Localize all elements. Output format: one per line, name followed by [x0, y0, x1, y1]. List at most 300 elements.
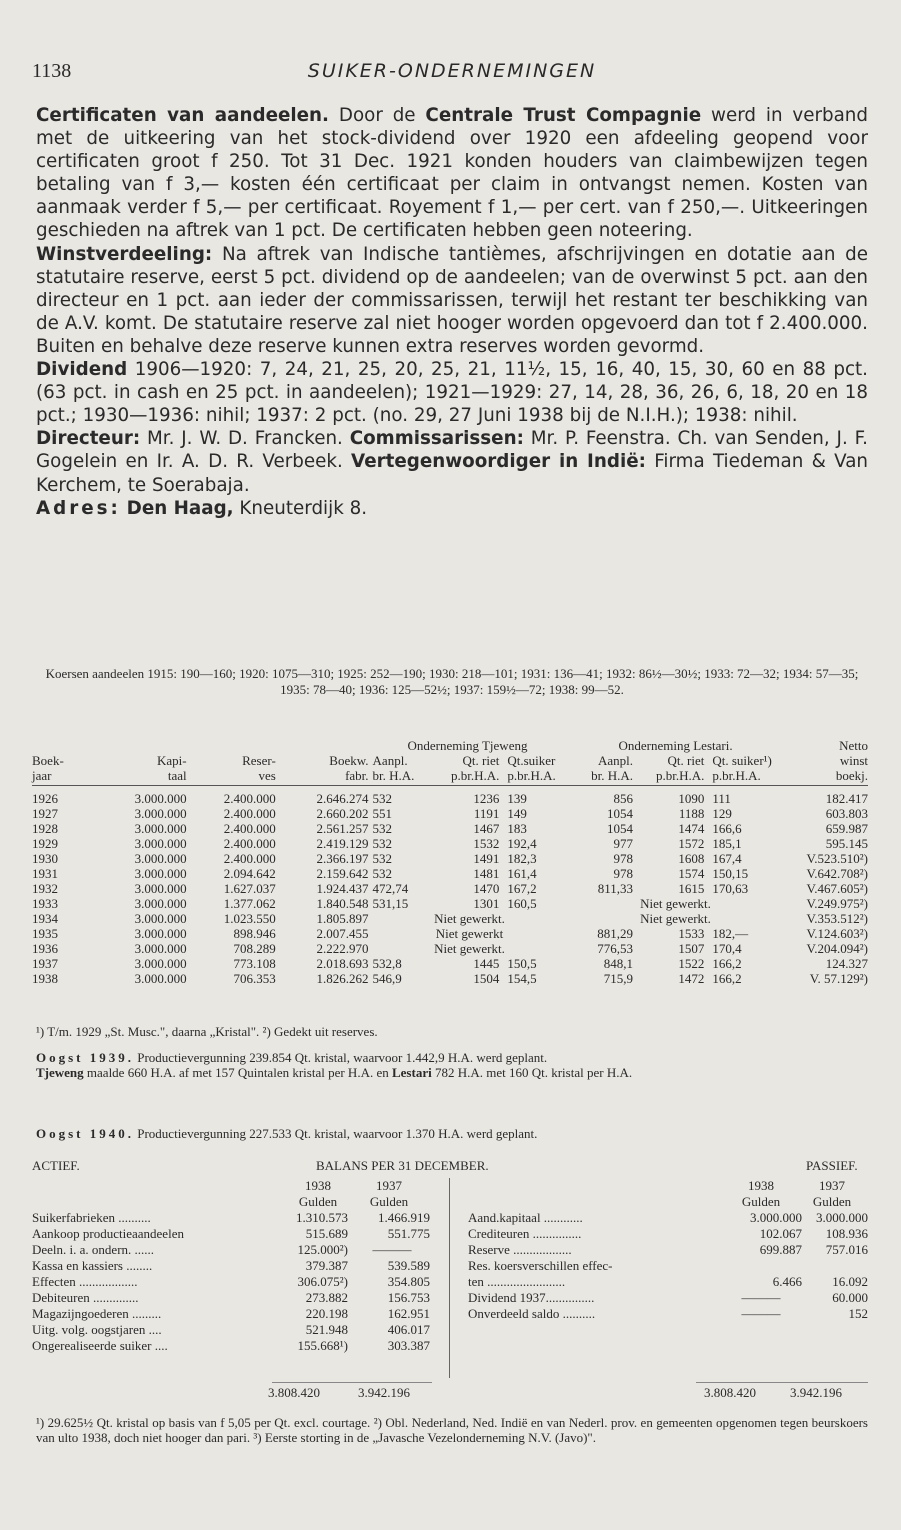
col-header: Qt. riet — [462, 753, 500, 768]
year-1938: 1938 — [305, 1178, 331, 1193]
col-header: winst — [839, 753, 868, 768]
table-cell: 1928 — [32, 821, 58, 836]
table-cell: 708.289 — [233, 941, 276, 956]
balance-value: 699.887 — [759, 1242, 802, 1257]
col-header: Reser- — [242, 753, 276, 768]
table-row — [32, 881, 868, 896]
text-dividend: 1906—1920: 7, 24, 21, 25, 20, 25, 21, 11½, 15, 16, 40, 15, 30, 60 en 88 pct. (63 pct. in cash en 25 pct. in aandeelen); 1921—1929: 27, 14, 28, 36, 26, 6, 18, 20 en 18 pct.; 1930—1936: nihil; 1937: 2 pct. (no. 29, 27 Juni 1938 bij de N.I.H.); 1938: nihil. — [36, 359, 868, 427]
label-dividend: Dividend — [36, 359, 128, 381]
balance-value: 757.016 — [825, 1242, 868, 1257]
table-row — [32, 971, 868, 986]
table-cell: 150,15 — [712, 866, 749, 881]
table-row — [32, 866, 868, 881]
total-activa-1938: 3.808.420 — [268, 1385, 320, 1400]
text-certificaten-2: werd in verband met de uitkeering van het stock-dividend over 1920 een afdeeling geopend voor certificaten groot f 250. Tot 31 Dec. 1921 konden houders van claimbewijzen tegen betaling van f 3,— kosten één certificaat per claim in ontvangst nemen. Kosten van aanmaak verder f 5,— per certificaat. Royement f 1,— per cert. van f 250,—. Uitkeeringen geschieden na aftrek van 1 pct. De certificaten hebben geen noteering. — [36, 105, 869, 242]
table-cell: 1.840.548 — [316, 896, 369, 911]
table-cell: 3.000.000 — [134, 791, 187, 806]
label-oogst-1940: Oogst 1940. — [36, 1126, 134, 1141]
label-directeur: Directeur: — [36, 428, 141, 450]
table-cell: 978 — [613, 866, 634, 881]
passiva-rows — [468, 1210, 868, 1322]
col-header: ves — [258, 768, 276, 783]
results-table — [32, 738, 868, 986]
table-cell: Niet gewerkt. — [640, 896, 711, 911]
balance-label: Onverdeeld saldo .......... — [468, 1306, 596, 1321]
table-cell: 546,9 — [372, 971, 402, 986]
balance-label: Effecten .................. — [32, 1274, 138, 1289]
table-cell: 1301 — [473, 896, 500, 911]
balance-value: 539.589 — [387, 1258, 430, 1273]
balance-label: ten ........................ — [468, 1274, 566, 1289]
table-cell: 1608 — [678, 851, 705, 866]
balance-label: Uitg. volg. oogstjaren .... — [32, 1322, 162, 1337]
balance-row — [32, 1290, 452, 1306]
table-cell: 773.108 — [233, 956, 276, 971]
table-row — [32, 926, 868, 941]
table-row — [32, 896, 868, 911]
table-cell: 139 — [507, 791, 527, 806]
balance-value: 3.000.000 — [816, 1210, 868, 1225]
table-cell: 192,4 — [507, 836, 537, 851]
table-row — [32, 806, 868, 821]
unit-gulden: Gulden — [812, 1194, 852, 1209]
table-cell: 2.007.455 — [316, 926, 369, 941]
table-cell: 166,6 — [712, 821, 742, 836]
running-title: SUIKER-ONDERNEMINGEN — [307, 60, 597, 82]
table-cell: 532 — [372, 836, 393, 851]
balance-value: 16.092 — [832, 1274, 868, 1289]
table-header-row-2 — [32, 768, 868, 783]
balance-value: 354.805 — [387, 1274, 430, 1289]
label-certificaten: Certificaten van aandeelen. — [36, 105, 330, 126]
balance-value: ——— — [741, 1290, 781, 1305]
col-header: p.br.H.A. — [655, 768, 705, 783]
balance-value: 406.017 — [387, 1322, 430, 1337]
balance-row — [468, 1242, 868, 1258]
activa-column — [32, 1178, 452, 1354]
table-cell: 170,63 — [712, 881, 749, 896]
balance-row — [32, 1226, 452, 1242]
table-cell: 1935 — [32, 926, 58, 941]
col-header: jaar — [32, 768, 52, 783]
balance-row — [468, 1226, 868, 1242]
table-cell: 472,74 — [372, 881, 409, 896]
table-cell: V. 57.129²) — [809, 971, 868, 986]
table-cell: 182.417 — [825, 791, 868, 806]
balance-row — [32, 1274, 452, 1290]
label-passief: PASSIEF. — [806, 1158, 858, 1173]
balance-header — [32, 1158, 868, 1174]
balance-value: ——— — [372, 1242, 412, 1257]
table-cell: 3.000.000 — [134, 821, 187, 836]
table-header-row-1 — [32, 753, 868, 768]
table-cell: 1481 — [473, 866, 500, 881]
table-cell: 1930 — [32, 851, 58, 866]
table-cell: 2.400.000 — [223, 851, 276, 866]
table-cell: V.204.094²) — [806, 941, 868, 956]
balance-row — [32, 1258, 452, 1274]
table-cell: 881,29 — [597, 926, 634, 941]
unit-gulden: Gulden — [741, 1194, 781, 1209]
text-winstverdeeling: Na aftrek van Indische tantièmes, afschrijvingen en dotatie aan de statutaire reserve, eerst 5 pct. dividend op de aandeelen; van de overwinst 5 pct. aan den directeur en 1 pct. aan ieder der commissarissen, terwijl het restant ter beschikking van de A.V. komt. De statutaire reserve zal niet hooger worden opgevoerd dan tot f 2.400.000. Buiten en behalve deze reserve kunnen extra reserves worden gevormd. — [36, 243, 868, 357]
balance-label: Kassa en kassiers ........ — [32, 1258, 153, 1273]
table-cell: 1932 — [32, 881, 58, 896]
col-header: Aanpl. — [597, 753, 634, 768]
table-cell: 1504 — [473, 971, 500, 986]
table-cell: 1931 — [32, 866, 58, 881]
table-cell: 532 — [372, 866, 393, 881]
year-1937: 1937 — [376, 1178, 402, 1193]
table-footnote: ¹) T/m. 1929 „St. Musc.", daarna „Kristal". ²) Gedekt uit reserves. — [36, 1024, 378, 1039]
table-cell: 160,5 — [507, 896, 537, 911]
table-cell: 161,4 — [507, 866, 537, 881]
table-cell: 2.094.642 — [223, 866, 276, 881]
col-header: p.br.H.A. — [712, 768, 761, 783]
table-cell: 532,8 — [372, 956, 402, 971]
table-cell: 3.000.000 — [134, 806, 187, 821]
table-cell: Niet gewerkt. — [434, 911, 505, 926]
activa-total-rule — [272, 1382, 432, 1383]
balance-value: 125.000²) — [297, 1242, 348, 1257]
table-cell: 531,15 — [372, 896, 409, 911]
paragraph-dividend — [36, 358, 868, 427]
table-cell: 182,— — [712, 926, 749, 941]
table-cell: 1472 — [678, 971, 705, 986]
table-cell: 1937 — [32, 956, 58, 971]
table-cell: 776,53 — [597, 941, 634, 956]
col-header: br. H.A. — [372, 768, 415, 783]
balance-value: 1.310.573 — [296, 1210, 348, 1225]
table-cell: 659.987 — [825, 821, 868, 836]
table-cell: V.642.708²) — [806, 866, 868, 881]
table-cell: 1236 — [473, 791, 500, 806]
col-header: Boekw. — [329, 753, 369, 768]
table-cell: 532 — [372, 821, 393, 836]
balance-label: Aankoop productieaandeelen — [32, 1226, 184, 1241]
total-activa-1937: 3.942.196 — [358, 1385, 410, 1400]
table-cell: 603.803 — [825, 806, 868, 821]
table-cell: 1191 — [473, 806, 500, 821]
table-cell: 1927 — [32, 806, 58, 821]
table-cell: 848,1 — [603, 956, 634, 971]
table-body — [32, 783, 868, 986]
unit-header — [468, 1194, 868, 1210]
text-oogst-1939: Productievergunning 239.854 Qt. kristal, waarvoor 1.442,9 H.A. werd geplant. — [134, 1050, 548, 1065]
label-trust-compagnie: Centrale Trust Compagnie — [425, 105, 702, 126]
balance-row — [32, 1242, 452, 1258]
table-cell: 2.400.000 — [223, 821, 276, 836]
table-cell: 1934 — [32, 911, 58, 926]
table-cell: 2.646.274 — [316, 791, 369, 806]
balance-row — [32, 1338, 452, 1354]
balance-value: 306.075²) — [297, 1274, 348, 1289]
text-oogst-1940: Productievergunning 227.533 Qt. kristal, waarvoor 1.370 H.A. werd geplant. — [134, 1126, 538, 1141]
balance-label: Magazijngoederen ......... — [32, 1306, 162, 1321]
table-cell: 706.353 — [233, 971, 276, 986]
paragraph-certificaten — [36, 104, 868, 243]
balance-value: 303.387 — [387, 1338, 430, 1353]
balance-label: Dividend 1937............... — [468, 1290, 595, 1305]
table-cell: 2.561.257 — [316, 821, 369, 836]
balance-value: 108.936 — [825, 1226, 868, 1241]
label-winstverdeeling: Winstverdeeling: — [36, 243, 213, 265]
label-actief: ACTIEF. — [32, 1158, 80, 1173]
balance-value: 3.000.000 — [750, 1210, 802, 1225]
balance-value: 162.951 — [387, 1306, 430, 1321]
table-cell: 2.419.129 — [316, 836, 369, 851]
col-header: Qt. riet — [667, 753, 705, 768]
table-cell: 1936 — [32, 941, 58, 956]
table-cell: 1054 — [607, 821, 634, 836]
table-cell: 3.000.000 — [134, 956, 187, 971]
table-cell: 532 — [372, 791, 393, 806]
table-cell: 149 — [507, 806, 527, 821]
balance-row — [468, 1210, 868, 1226]
label-lestari: Lestari — [391, 1065, 432, 1080]
unit-gulden: Gulden — [369, 1194, 409, 1209]
table-cell: 3.000.000 — [134, 896, 187, 911]
balance-label: Crediteuren ............... — [468, 1226, 582, 1241]
balance-value: 1.466.919 — [378, 1210, 430, 1225]
oogst-1939 — [36, 1050, 868, 1080]
table-cell: V.467.605²) — [806, 881, 868, 896]
balance-row — [468, 1258, 868, 1274]
group-tjeweng: Onderneming Tjeweng — [407, 738, 528, 753]
table-cell: 1615 — [678, 881, 705, 896]
table-cell: Niet gewerkt. — [434, 941, 505, 956]
table-cell: V.249.975²) — [806, 896, 868, 911]
balance-label: Debiteuren .............. — [32, 1290, 139, 1305]
balance-value: 515.689 — [305, 1226, 348, 1241]
table-cell: 1470 — [473, 881, 500, 896]
total-passiva-1938: 3.808.420 — [704, 1385, 756, 1400]
table-cell: 1929 — [32, 836, 58, 851]
table-group-header — [32, 738, 868, 753]
passiva-column — [468, 1178, 868, 1322]
balance-label: Suikerfabrieken .......... — [32, 1210, 151, 1225]
group-netto: Netto — [839, 738, 868, 753]
unit-gulden: Gulden — [298, 1194, 338, 1209]
table-cell: 124.327 — [825, 956, 868, 971]
balance-value: ——— — [741, 1306, 781, 1321]
col-header: p.br.H.A. — [450, 768, 500, 783]
label-commissarissen: Commissarissen: — [349, 428, 524, 450]
balance-value: 155.668¹) — [297, 1338, 348, 1353]
table-cell: 3.000.000 — [134, 866, 187, 881]
col-header: br. H.A. — [591, 768, 634, 783]
table-cell: 1574 — [678, 866, 705, 881]
page-header — [32, 60, 872, 90]
table-cell: 532 — [372, 851, 393, 866]
balance-value: 273.882 — [305, 1290, 348, 1305]
table-cell: 2.400.000 — [223, 806, 276, 821]
table-cell: 150,5 — [507, 956, 537, 971]
table-cell: 182,3 — [507, 851, 537, 866]
balance-divider — [449, 1178, 450, 1378]
balance-value: 551.775 — [387, 1226, 430, 1241]
table-cell: 1533 — [678, 926, 705, 941]
balance-row — [32, 1210, 452, 1226]
activa-rows — [32, 1210, 452, 1354]
balance-value: 156.753 — [387, 1290, 430, 1305]
table-cell: 2.400.000 — [223, 791, 276, 806]
table-cell: 856 — [613, 791, 634, 806]
text-vertegenwoordiger: Firma Tiedeman & Van Kerchem, te Soerabaja. — [36, 451, 868, 496]
table-cell: 1.023.550 — [223, 911, 276, 926]
paragraph-adres — [36, 497, 868, 520]
table-cell: V.124.603²) — [806, 926, 868, 941]
adres-city: Den Haag, — [126, 497, 234, 519]
table-cell: 3.000.000 — [134, 926, 187, 941]
balance-value: 521.948 — [305, 1322, 348, 1337]
table-cell: 3.000.000 — [134, 941, 187, 956]
table-cell: 1188 — [678, 806, 705, 821]
table-cell: 1572 — [678, 836, 705, 851]
table-row — [32, 783, 868, 806]
balance-footnotes: ¹) 29.625½ Qt. kristal op basis van f 5,05 per Qt. excl. courtage. ²) Obl. Nederland, Ned. Indië en van Nederl. prov. en gemeenten opgenomen tegen beurskoers van ulto 1938, doch niet hooger dan pari. ³) Eerste storting in de „Javasche Vezelonderneming N.V. (Javo)". — [36, 1415, 868, 1445]
table-cell: 1.826.262 — [316, 971, 369, 986]
table-cell: 129 — [712, 806, 732, 821]
table-cell: 1522 — [678, 956, 705, 971]
table-cell: 183 — [507, 821, 527, 836]
table-row — [32, 821, 868, 836]
label-oogst-1939: Oogst 1939. — [36, 1050, 134, 1065]
balance-label: Aand.kapitaal ............ — [468, 1210, 583, 1225]
balance-value: 379.387 — [305, 1258, 348, 1273]
body-text — [36, 104, 868, 520]
table-cell: 1474 — [678, 821, 705, 836]
year-header — [468, 1178, 868, 1194]
table-cell: 1532 — [473, 836, 500, 851]
table-cell: 2.400.000 — [223, 836, 276, 851]
balance-sheet — [32, 1158, 868, 1353]
paragraph-bestuur — [36, 427, 868, 496]
balance-row — [32, 1322, 452, 1338]
table-cell: 811,33 — [597, 881, 634, 896]
paragraph-winstverdeeling — [36, 243, 868, 358]
col-header: taal — [167, 768, 187, 783]
table-cell: 167,4 — [712, 851, 742, 866]
year-1938: 1938 — [748, 1178, 774, 1193]
text-commissarissen: Mr. P. Feenstra. Ch. van Senden, J. F. Gogelein en Ir. A. D. R. Verbeek. — [36, 428, 868, 473]
table-cell: 2.222.970 — [316, 941, 369, 956]
col-header: fabr. — [345, 768, 369, 783]
table-cell: 1445 — [473, 956, 500, 971]
text-oogst-lestari: 782 H.A. met 160 Qt. kristal per H.A. — [431, 1065, 633, 1080]
col-header: Qt. suiker¹) — [712, 753, 772, 768]
table-row — [32, 836, 868, 851]
col-header: Kapi- — [156, 753, 187, 768]
table-row — [32, 956, 868, 971]
oogst-1940 — [36, 1126, 868, 1141]
col-header: Aanpl. — [372, 753, 408, 768]
table-cell: 2.660.202 — [316, 806, 369, 821]
balance-label: Deeln. i. a. ondern. ...... — [32, 1242, 155, 1257]
text-adres: Kneuterdijk 8. — [233, 497, 368, 519]
table-cell: 3.000.000 — [134, 836, 187, 851]
table-cell: 166,2 — [712, 971, 742, 986]
balance-row — [468, 1306, 868, 1322]
balance-label: Ongerealiseerde suiker .... — [32, 1338, 168, 1353]
table-cell: 3.000.000 — [134, 971, 187, 986]
text-certificaten-1: Door de — [329, 105, 426, 126]
table-cell: 1.805.897 — [316, 911, 369, 926]
table-row — [32, 911, 868, 926]
table-row — [32, 851, 868, 866]
table-cell: 1491 — [473, 851, 500, 866]
year-1937: 1937 — [819, 1178, 845, 1193]
table-divider — [32, 785, 868, 786]
table-cell: 898.946 — [233, 926, 276, 941]
balance-label: Res. koersverschillen effec- — [468, 1258, 613, 1273]
table-cell: 1507 — [678, 941, 705, 956]
table-cell: V.353.512²) — [806, 911, 868, 926]
table-cell: 1467 — [473, 821, 500, 836]
table-cell: 595.145 — [825, 836, 868, 851]
table-cell: 1.627.037 — [223, 881, 276, 896]
col-header: Qt.suiker — [507, 753, 556, 768]
balance-value: 60.000 — [832, 1290, 868, 1305]
total-passiva-1937: 3.942.196 — [790, 1385, 842, 1400]
table-cell: 551 — [372, 806, 393, 821]
year-header — [32, 1178, 452, 1194]
table-cell: 978 — [613, 851, 634, 866]
col-header: boekj. — [835, 768, 868, 783]
table-cell: 166,2 — [712, 956, 742, 971]
table-cell: 111 — [712, 791, 731, 806]
table-cell: 1.924.437 — [316, 881, 369, 896]
col-header: p.br.H.A. — [507, 768, 556, 783]
balance-label: Reserve .................. — [468, 1242, 572, 1257]
group-lestari: Onderneming Lestari. — [618, 738, 733, 753]
table-cell: 2.159.642 — [316, 866, 369, 881]
table-cell: 3.000.000 — [134, 851, 187, 866]
balance-row — [32, 1306, 452, 1322]
balance-value: 6.466 — [772, 1274, 802, 1289]
table-cell: V.523.510²) — [806, 851, 868, 866]
table-cell: 154,5 — [507, 971, 537, 986]
table-cell: 3.000.000 — [134, 881, 187, 896]
table-cell: 185,1 — [712, 836, 742, 851]
table-cell: 1.377.062 — [223, 896, 276, 911]
table-cell: Niet gewerkt. — [640, 911, 711, 926]
balance-value: 220.198 — [305, 1306, 348, 1321]
table-cell: 2.018.693 — [316, 956, 369, 971]
label-adres: Adres: — [36, 497, 121, 519]
table-cell: 170,4 — [712, 941, 742, 956]
text-oogst-tjeweng: maalde 660 H.A. af met 157 Quintalen kristal per H.A. en — [83, 1065, 392, 1080]
col-header: Boek- — [32, 753, 64, 768]
table-cell: 977 — [613, 836, 634, 851]
balance-row — [468, 1290, 868, 1306]
balance-value: 152 — [848, 1306, 868, 1321]
table-cell: 1090 — [678, 791, 705, 806]
text-directeur: Mr. J. W. D. Francken. — [140, 428, 350, 450]
table-cell: 1933 — [32, 896, 58, 911]
balance-value: 102.067 — [759, 1226, 802, 1241]
passiva-total-rule — [696, 1382, 868, 1383]
table-cell: 167,2 — [507, 881, 537, 896]
koersen-aandeelen: Koersen aandeelen 1915: 190—160; 1920: 1075—310; 1925: 252—190; 1930: 218—101; 1931: 136—41; 1932: 86½—30½; 1933: 72—32; 1934: 57—35; 1935: 78—40; 1936: 125—52½; 1937: 159½—72; 1938: 99—52. — [45, 666, 859, 697]
balance-title: BALANS PER 31 DECEMBER. — [316, 1158, 489, 1173]
label-tjeweng: Tjeweng — [36, 1065, 84, 1080]
table-cell: 1938 — [32, 971, 58, 986]
table-cell: 1926 — [32, 791, 58, 806]
table-cell: 1054 — [607, 806, 634, 821]
page-number: 1138 — [32, 60, 72, 82]
table-cell: Niet gewerkt — [435, 926, 504, 941]
balance-row — [468, 1274, 868, 1290]
